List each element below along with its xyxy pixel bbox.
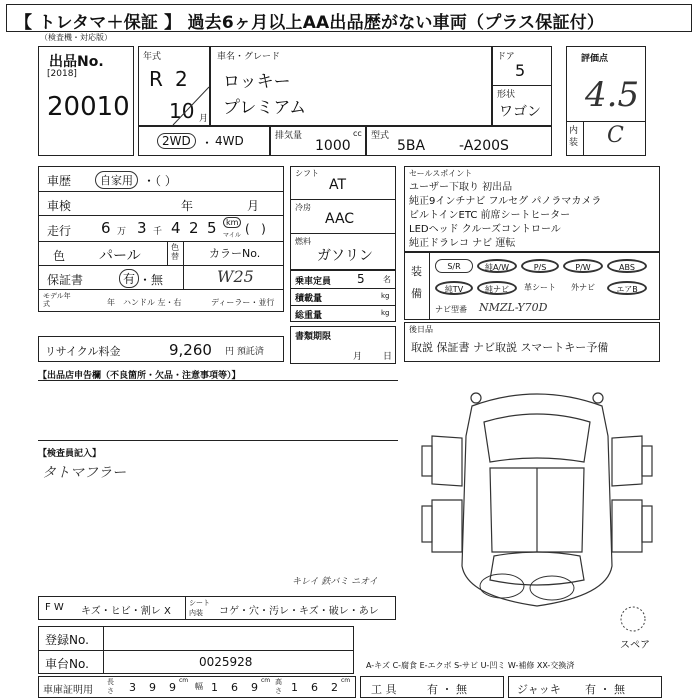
year-note: [2018]: [47, 69, 77, 79]
width-d1: 1: [211, 681, 218, 694]
attached-block: [404, 322, 660, 362]
inspector-note: タトマフラー: [42, 465, 126, 481]
score-box: [566, 46, 646, 156]
mileage-paren: ( ): [245, 222, 266, 236]
interior-label: 内装: [569, 126, 579, 148]
seller-notes-label: 【出品店申告欄（不良箇所・欠品・注意事項等）】: [38, 371, 241, 381]
car-name: ロッキー: [223, 72, 291, 92]
width-cm: cm: [261, 677, 271, 684]
month: 10: [169, 99, 195, 123]
cert-label: 車庫証明用: [43, 685, 93, 696]
jack-value: 有 ・ 無: [585, 683, 625, 696]
fuel-value: ガソリン: [317, 248, 373, 264]
model-box: [366, 126, 552, 156]
seat-text: コゲ・穴・汚レ・キズ・破レ・あレ: [219, 606, 379, 617]
year-label: 年式: [143, 52, 162, 62]
year-strike-icon: [139, 47, 211, 127]
shape-value: ワゴン: [499, 104, 541, 120]
mileage-d1: 6: [101, 219, 111, 237]
inspection-year-unit: 年: [181, 199, 194, 213]
recycle-value: 9,260: [169, 341, 212, 359]
interior-value: C: [607, 123, 624, 148]
doc-month: 月: [353, 352, 363, 362]
recycle-box: [38, 336, 284, 362]
tools-row: [360, 676, 504, 698]
navi-model-label: ナビ型番: [435, 305, 467, 314]
car-diagram-icon: [412, 376, 662, 616]
mileage-man: 万: [117, 227, 127, 237]
inspection-label: 車検: [47, 199, 72, 213]
mileage-mile: マイル: [223, 232, 241, 239]
shift-value: AT: [329, 177, 347, 193]
era-year: 2: [175, 67, 188, 91]
mileage-d5: 5: [207, 219, 217, 237]
tools-label: 工 具: [371, 683, 397, 696]
ac-value: AAC: [325, 211, 355, 227]
era: R: [149, 67, 163, 91]
reg-label: 登録No.: [45, 633, 89, 647]
top-note: （検査機・対応版）: [40, 33, 112, 42]
color-change-label: 色替: [171, 243, 179, 261]
lot-number: 20010: [47, 92, 130, 122]
doc-label: 書類期限: [295, 332, 332, 342]
drive-sep: ・: [201, 136, 214, 150]
name-box: [210, 46, 492, 126]
color-value: パール: [99, 248, 141, 264]
top-banner: [6, 4, 692, 32]
equip-ps: P/S: [521, 259, 559, 273]
mileage-sen: 千: [153, 227, 163, 237]
sales-line-5: 純正ドラレコ ナビ 運転: [409, 238, 516, 249]
equipment-block: [404, 252, 660, 320]
lot-label: 出品No.: [49, 54, 104, 70]
gross-unit: kg: [381, 309, 390, 317]
length-d2: 9: [149, 681, 156, 694]
sales-line-2: 純正9インチナビ フルセグ パノラマカメラ: [409, 196, 602, 207]
displacement-value: 1000: [315, 138, 351, 154]
doc-day: 日: [383, 352, 393, 362]
length-d3: 9: [169, 681, 176, 694]
height-d1: 1: [291, 681, 298, 694]
door-label: ドア: [497, 52, 515, 62]
annotation-note: キレイ 鉄バミ ニオイ: [292, 577, 378, 587]
warranty-yes: 有: [119, 269, 139, 288]
width-d3: 9: [251, 681, 258, 694]
inspection-month-unit: 月: [247, 199, 260, 213]
year-box: [138, 46, 210, 126]
capacity-value: 5: [357, 272, 365, 286]
score-value: 4.5: [585, 75, 640, 115]
cc-unit: cc: [353, 129, 362, 138]
month-unit: 月: [199, 114, 209, 124]
name-label: 車名・グレード: [217, 52, 281, 62]
color-no-value: W25: [217, 267, 254, 286]
door-value: 5: [515, 61, 526, 80]
sales-label: セールスポイント: [409, 169, 473, 178]
equip-navi: 純ナビ: [477, 281, 517, 295]
length-d1: 3: [129, 681, 136, 694]
displacement-box: [270, 126, 366, 156]
history-rest: ・（ ）: [143, 174, 177, 188]
width-label: 幅: [195, 682, 203, 691]
history-label: 車歴: [47, 174, 72, 188]
jack-row: [508, 676, 662, 698]
model-value: -A200S: [459, 138, 509, 154]
model-label: 型式: [371, 131, 390, 141]
mileage-d4: 2: [189, 219, 199, 237]
equip-pw: P/W: [563, 259, 603, 273]
cert-row: [38, 676, 356, 698]
height-d3: 2: [331, 681, 338, 694]
equip-airbag: エアB: [607, 281, 647, 295]
width-d2: 6: [231, 681, 238, 694]
fw-label: F W: [45, 602, 64, 613]
handle-label: ハンドル 左・右: [123, 298, 182, 307]
banner-text: 【 トレタマ＋保証 】 過去6ヶ月以上AA出品歴がない車両（プラス保証付）: [15, 13, 605, 33]
length-cm: cm: [179, 677, 189, 684]
attached-items: 取説 保証書 ナビ取説 スマートキー予備: [411, 341, 609, 354]
mileage-label: 走行: [47, 224, 72, 238]
model-prefix: 5BA: [397, 138, 426, 154]
height-d2: 6: [311, 681, 318, 694]
car-grade: プレミアム: [223, 98, 307, 118]
fuel-label: 燃料: [295, 237, 311, 246]
equip-abs: ABS: [607, 259, 647, 273]
spare-tire-icon: [618, 604, 648, 634]
model-year-unit: 年: [107, 298, 115, 307]
color-no-label: カラーNo.: [209, 247, 261, 260]
recycle-unit: 円 預託済: [225, 347, 264, 357]
ac-label: 冷房: [295, 203, 311, 212]
load-label: 積載量: [295, 294, 323, 304]
capacity-label: 乗車定員: [295, 277, 332, 287]
mileage-km: km: [223, 217, 241, 228]
equip-leather: 革シート: [521, 281, 559, 295]
equipment-label: 装備: [411, 265, 422, 300]
sales-line-3: ビルトインETC 前席シートヒーター: [409, 210, 571, 221]
info-block: [38, 166, 284, 312]
mileage-d2: 3: [137, 219, 147, 237]
equip-ext-navi: 外ナビ: [563, 281, 603, 295]
capacity-block: [290, 270, 396, 322]
history-value: 自家用: [95, 171, 138, 189]
shift-label: シフト: [295, 169, 319, 178]
mileage-d3: 4: [171, 219, 181, 237]
height-label: 高さ: [275, 678, 282, 695]
load-unit: kg: [381, 292, 390, 300]
chassis-label: 車台No.: [45, 657, 89, 671]
seat-label: シート内装: [189, 599, 210, 617]
model-year-label: モデル年式: [43, 292, 71, 308]
tools-value: 有 ・ 無: [427, 683, 467, 696]
door-box: [492, 46, 552, 126]
fw-row: [38, 596, 396, 620]
color-label: 色: [53, 249, 66, 263]
equip-alloy: 純A/W: [477, 259, 517, 273]
chassis-value: 0025928: [199, 655, 253, 669]
navi-model-value: NMZL-Y70D: [479, 301, 548, 314]
score-label: 評価点: [581, 54, 609, 64]
drive-2wd: 2WD: [157, 133, 196, 149]
registration-block: [38, 626, 354, 674]
lot-box: [38, 46, 134, 156]
inspector-label: 【検査員記入】: [38, 449, 102, 459]
warranty-label: 保証書: [47, 273, 84, 287]
height-cm: cm: [341, 677, 351, 684]
dealer-label: ディーラー・並行: [211, 298, 275, 307]
shape-label: 形状: [497, 90, 516, 100]
sales-block: [404, 166, 660, 252]
mid-block: [290, 166, 396, 270]
sales-line-1: ユーザー下取り 初出品: [409, 182, 513, 193]
displacement-label: 排気量: [275, 131, 303, 141]
drive-box: [138, 126, 270, 156]
length-label: 長さ: [107, 678, 114, 695]
damage-legend: A-キズ C-腐食 E-エクボ S-サビ U-凹ミ W-補修 XX-交換済: [366, 661, 575, 670]
sales-line-4: LEDヘッド クルーズコントロール: [409, 224, 561, 235]
equip-sr: S/R: [435, 259, 473, 273]
recycle-label: リサイクル料金: [45, 345, 121, 358]
fw-text: キズ・ヒビ・割レ X: [81, 606, 171, 617]
capacity-unit: 名: [383, 275, 391, 284]
equip-tv: 純TV: [435, 281, 473, 295]
spare-label: スペア: [620, 640, 650, 651]
gross-label: 総重量: [295, 311, 323, 321]
drive-4wd: 4WD: [215, 134, 244, 148]
attached-label: 後日品: [409, 325, 433, 334]
doc-block: [290, 326, 396, 364]
warranty-no: ・無: [139, 273, 164, 287]
jack-label: ジャッキ: [517, 683, 561, 696]
